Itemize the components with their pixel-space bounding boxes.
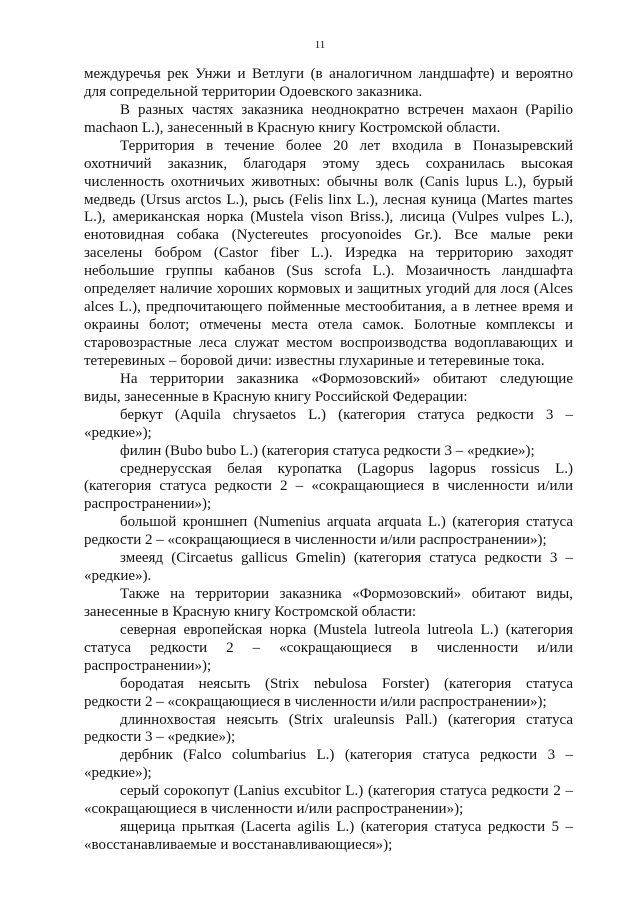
page-number: 11 bbox=[314, 39, 326, 51]
text-line: дербник (Falco columbarius L.) (категория статуса редкости 3 – bbox=[120, 747, 573, 764]
text-line: медведь (Ursus arctos L.), рысь (Felis linx L.), лесная куница (Martes martes bbox=[84, 191, 573, 208]
text-line: среднерусская белая куропатка (Lagopus lagopus rossicus L.) bbox=[120, 460, 573, 477]
text-line: редкости 2 – «сокращающиеся в численности и/или распространении»); bbox=[84, 693, 547, 710]
text-line: виды, занесенные в Красную книгу Российской Федерации: bbox=[84, 388, 468, 405]
text-line: окраины болот; отмечены места отела самок. Болотные комплексы и bbox=[84, 317, 573, 333]
text-line: На территории заказника «Формозовский» обитают следующие bbox=[120, 370, 573, 387]
text-line: распространении»); bbox=[84, 496, 212, 513]
text-line: определяет наличие хороших кормовых и защитных угодий для лося (Alces bbox=[84, 281, 573, 298]
text-line: длиннохвостая неясыть (Strix uraleunsis Pall.) (категория статуса bbox=[120, 711, 573, 728]
text-line: серый сорокопут (Lanius excubitor L.) (категория статуса редкости 2 – bbox=[120, 783, 573, 800]
text-line: енотовидная собака (Nyctereutes procyonoides Gr.). Все малые реки bbox=[84, 227, 573, 244]
text-line: междуречья рек Унжи и Ветлуги (в аналогичном ландшафте) и вероятно bbox=[84, 66, 573, 82]
text-line: филин (Bubo bubo L.) (категория статуса редкости 3 – «редкие»); bbox=[120, 442, 535, 459]
text-line: Территория в течение более 20 лет входила в Поназыревский bbox=[120, 137, 573, 154]
text-line: большой кроншнеп (Numenius arquata arquata L.) (категория статуса bbox=[120, 514, 573, 531]
text-line: «редкие»). bbox=[84, 568, 152, 584]
text-line: небольшие группы кабанов (Sus scrofa L.). Мозаичность ландшафта bbox=[84, 263, 573, 280]
text-line: статуса редкости 2 – «сокращающиеся в численности и/или bbox=[84, 639, 573, 656]
text-line: занесенные в Красную книгу Костромской области: bbox=[84, 603, 417, 620]
text-line: L.), американская норка (Mustela vison Briss.), лисица (Vulpes vulpes L.), bbox=[84, 209, 573, 226]
text-line: охотничий заказник, благодаря этому здесь сохранилась высокая bbox=[84, 155, 573, 172]
text-line: тетеревиных – боровой дичи: известны глухариные и тетеревиные тока. bbox=[84, 352, 545, 369]
text-line: численность охотничьих животных: обычны волк (Canis lupus L.), бурый bbox=[84, 173, 573, 190]
text-line: старовозрастные леса служат местом воспроизводства водоплавающих и bbox=[84, 334, 573, 351]
text-line: заселены бобром (Castor fiber L.). Изредка на территорию заходят bbox=[84, 245, 573, 262]
text-line: alces L.), предпочитающего пойменные местообитания, а в летнее время и bbox=[84, 299, 573, 316]
text-line: северная европейская норка (Mustela lutreola lutreola L.) (категория bbox=[120, 621, 573, 638]
text-line: распространении»); bbox=[84, 657, 212, 674]
text-line: (категория статуса редкости 2 – «сокращающиеся в численности и/или bbox=[84, 478, 573, 495]
text-line: редкости 3 – «редкие»); bbox=[84, 729, 236, 746]
text-line: ящерица прыткая (Lacerta agilis L.) (категория статуса редкости 5 – bbox=[120, 819, 573, 836]
text-line: «редкие»); bbox=[84, 765, 152, 782]
text-line: «редкие»); bbox=[84, 424, 152, 441]
text-line: для сопредельной территории Одоевского заказника. bbox=[84, 83, 423, 100]
text-line: Также на территории заказника «Формозовский» обитают виды, bbox=[120, 586, 573, 602]
text-line: В разных частях заказника неоднократно встречен махаон (Papilio bbox=[120, 101, 573, 118]
text-line: «восстанавливаемые и восстанавливающиеся»); bbox=[84, 837, 393, 853]
text-line: бородатая неясыть (Strix nebulosa Forster) (категория статуса bbox=[120, 675, 573, 692]
text-line: редкости 2 – «сокращающиеся в численности и/или распространении»); bbox=[84, 532, 547, 549]
text-line: machaon L.), занесенный в Красную книгу Костромской области. bbox=[84, 119, 501, 136]
text-line: змееяд (Circaetus gallicus Gmelin) (категория статуса редкости 3 – bbox=[120, 550, 573, 567]
text-line: «сокращающиеся в численности и/или распространении»); bbox=[84, 801, 464, 818]
text-line: беркут (Aquila chrysaetos L.) (категория статуса редкости 3 – bbox=[120, 406, 573, 423]
